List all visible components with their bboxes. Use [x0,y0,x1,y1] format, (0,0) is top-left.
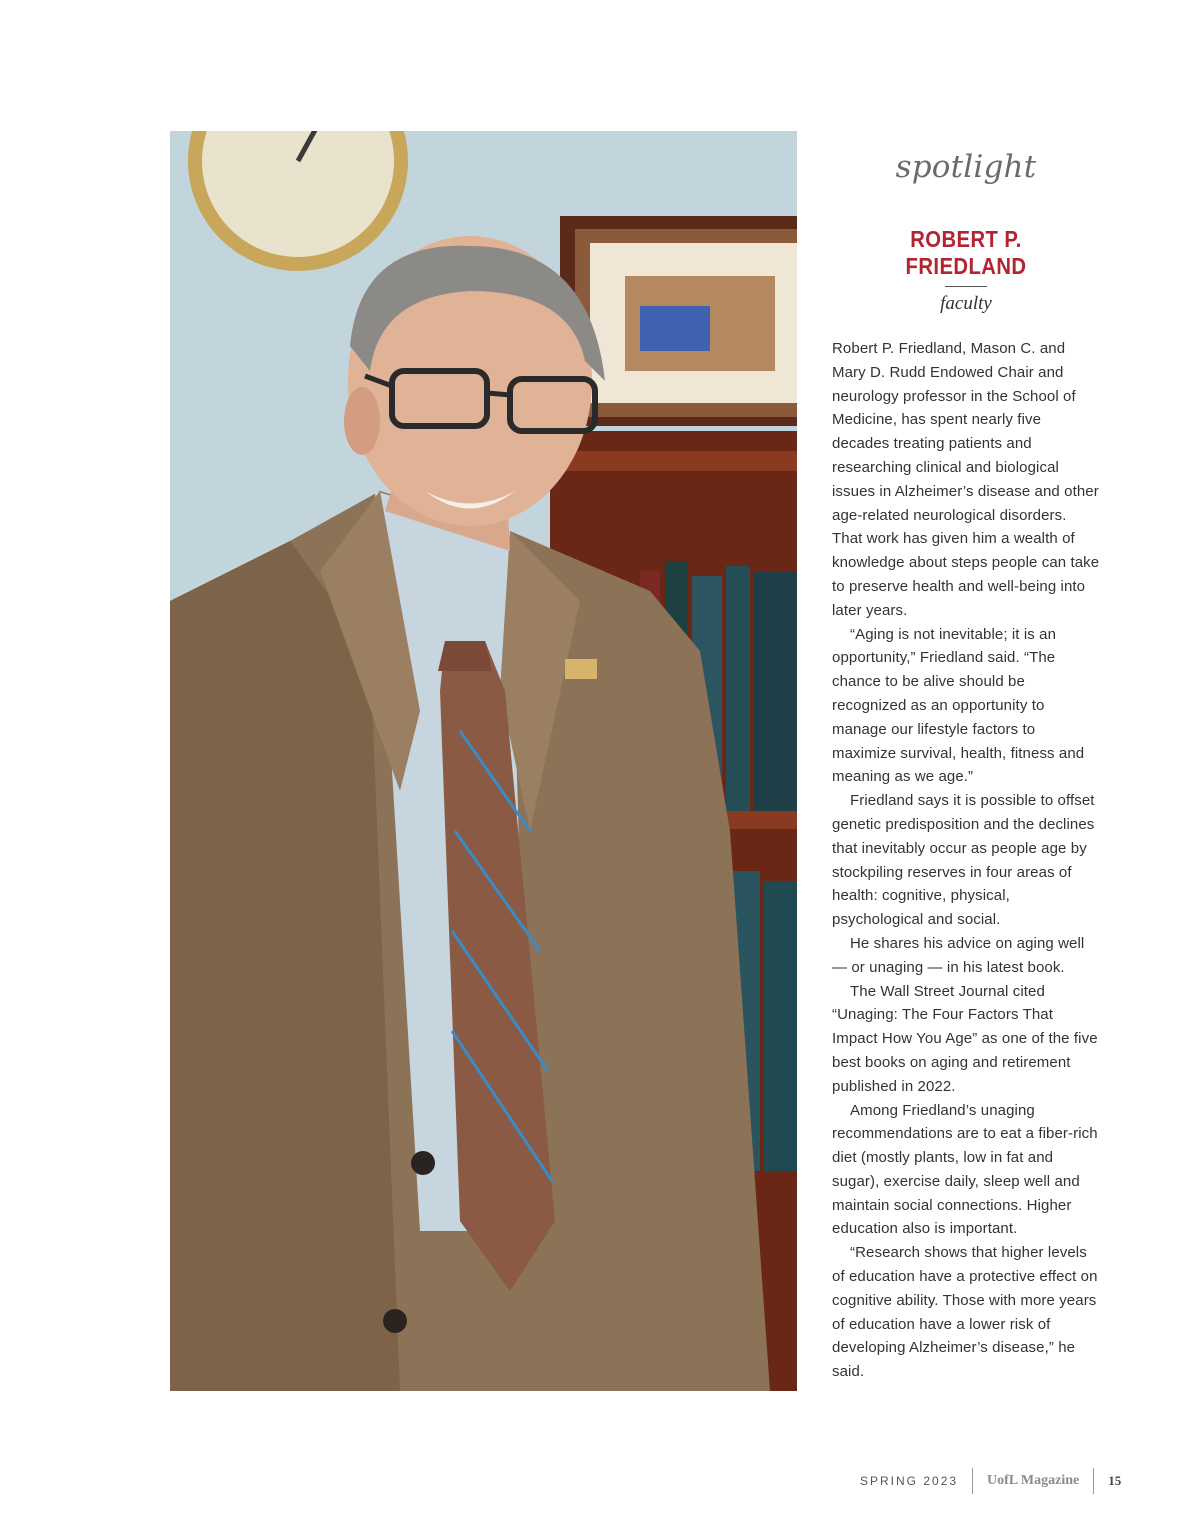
magazine-name: UofL Magazine [987,1473,1080,1488]
paragraph: The Wall Street Journal cited “Unaging: The Four Factors That Impact How You Age” as one of the five best books on aging and retirement published in 2022. [832,982,1098,1095]
paragraph: Robert P. Friedland, Mason C. and Mary D. Rudd Endowed Chair and neurology professor in the School of Medicine, has spent nearly five decades treating patients and researching clinical and biological issues in Alzheimer’s disease and other age-related neurological disorders. That work has given him a wealth of knowledge about steps people can take to preserve health and well-being into later years. [832,340,1100,619]
article-body [832,337,1100,1384]
profile-name: ROBERT P. FRIEDLAND [905,226,1027,279]
paragraph: Friedland says it is possible to offset genetic predisposition and the declines that inevitably occur as people age by stockpiling reserves in four areas of health: cognitive, physical, psychological and social. [832,792,1095,929]
paragraph: Among Friedland’s unaging recommendations are to eat a fiber-rich diet (mostly plants, low in fat and sugar), exercise daily, sleep well and maintain social connections. Higher education also is important. [832,1101,1098,1238]
footer-divider [1093,1468,1094,1494]
issue-season: SPRING 2023 [860,1474,959,1488]
paragraph: “Research shows that higher levels of education have a protective effect on cognitive ability. Those with more years of education have a lower risk of developing Alzheimer’s disease,” he said. [832,1244,1098,1381]
name-divider [945,286,987,287]
section-label: spotlight [895,149,1037,185]
footer-divider [972,1468,973,1494]
portrait-photo [170,131,797,1391]
page-number: 15 [1108,1473,1122,1488]
page-footer [860,1468,1121,1494]
spotlight-column [832,140,1100,1384]
paragraph: “Aging is not inevitable; it is an opportunity,” Friedland said. “The chance to be alive should be recognized as an opportunity to manage our lifestyle factors to maximize survival, health, fitness and meaning as we age.” [832,625,1085,786]
paragraph: He shares his advice on aging well — or unaging — in his latest book. [832,934,1085,976]
profile-role: faculty [940,293,992,314]
portrait-illustration [170,131,797,1391]
